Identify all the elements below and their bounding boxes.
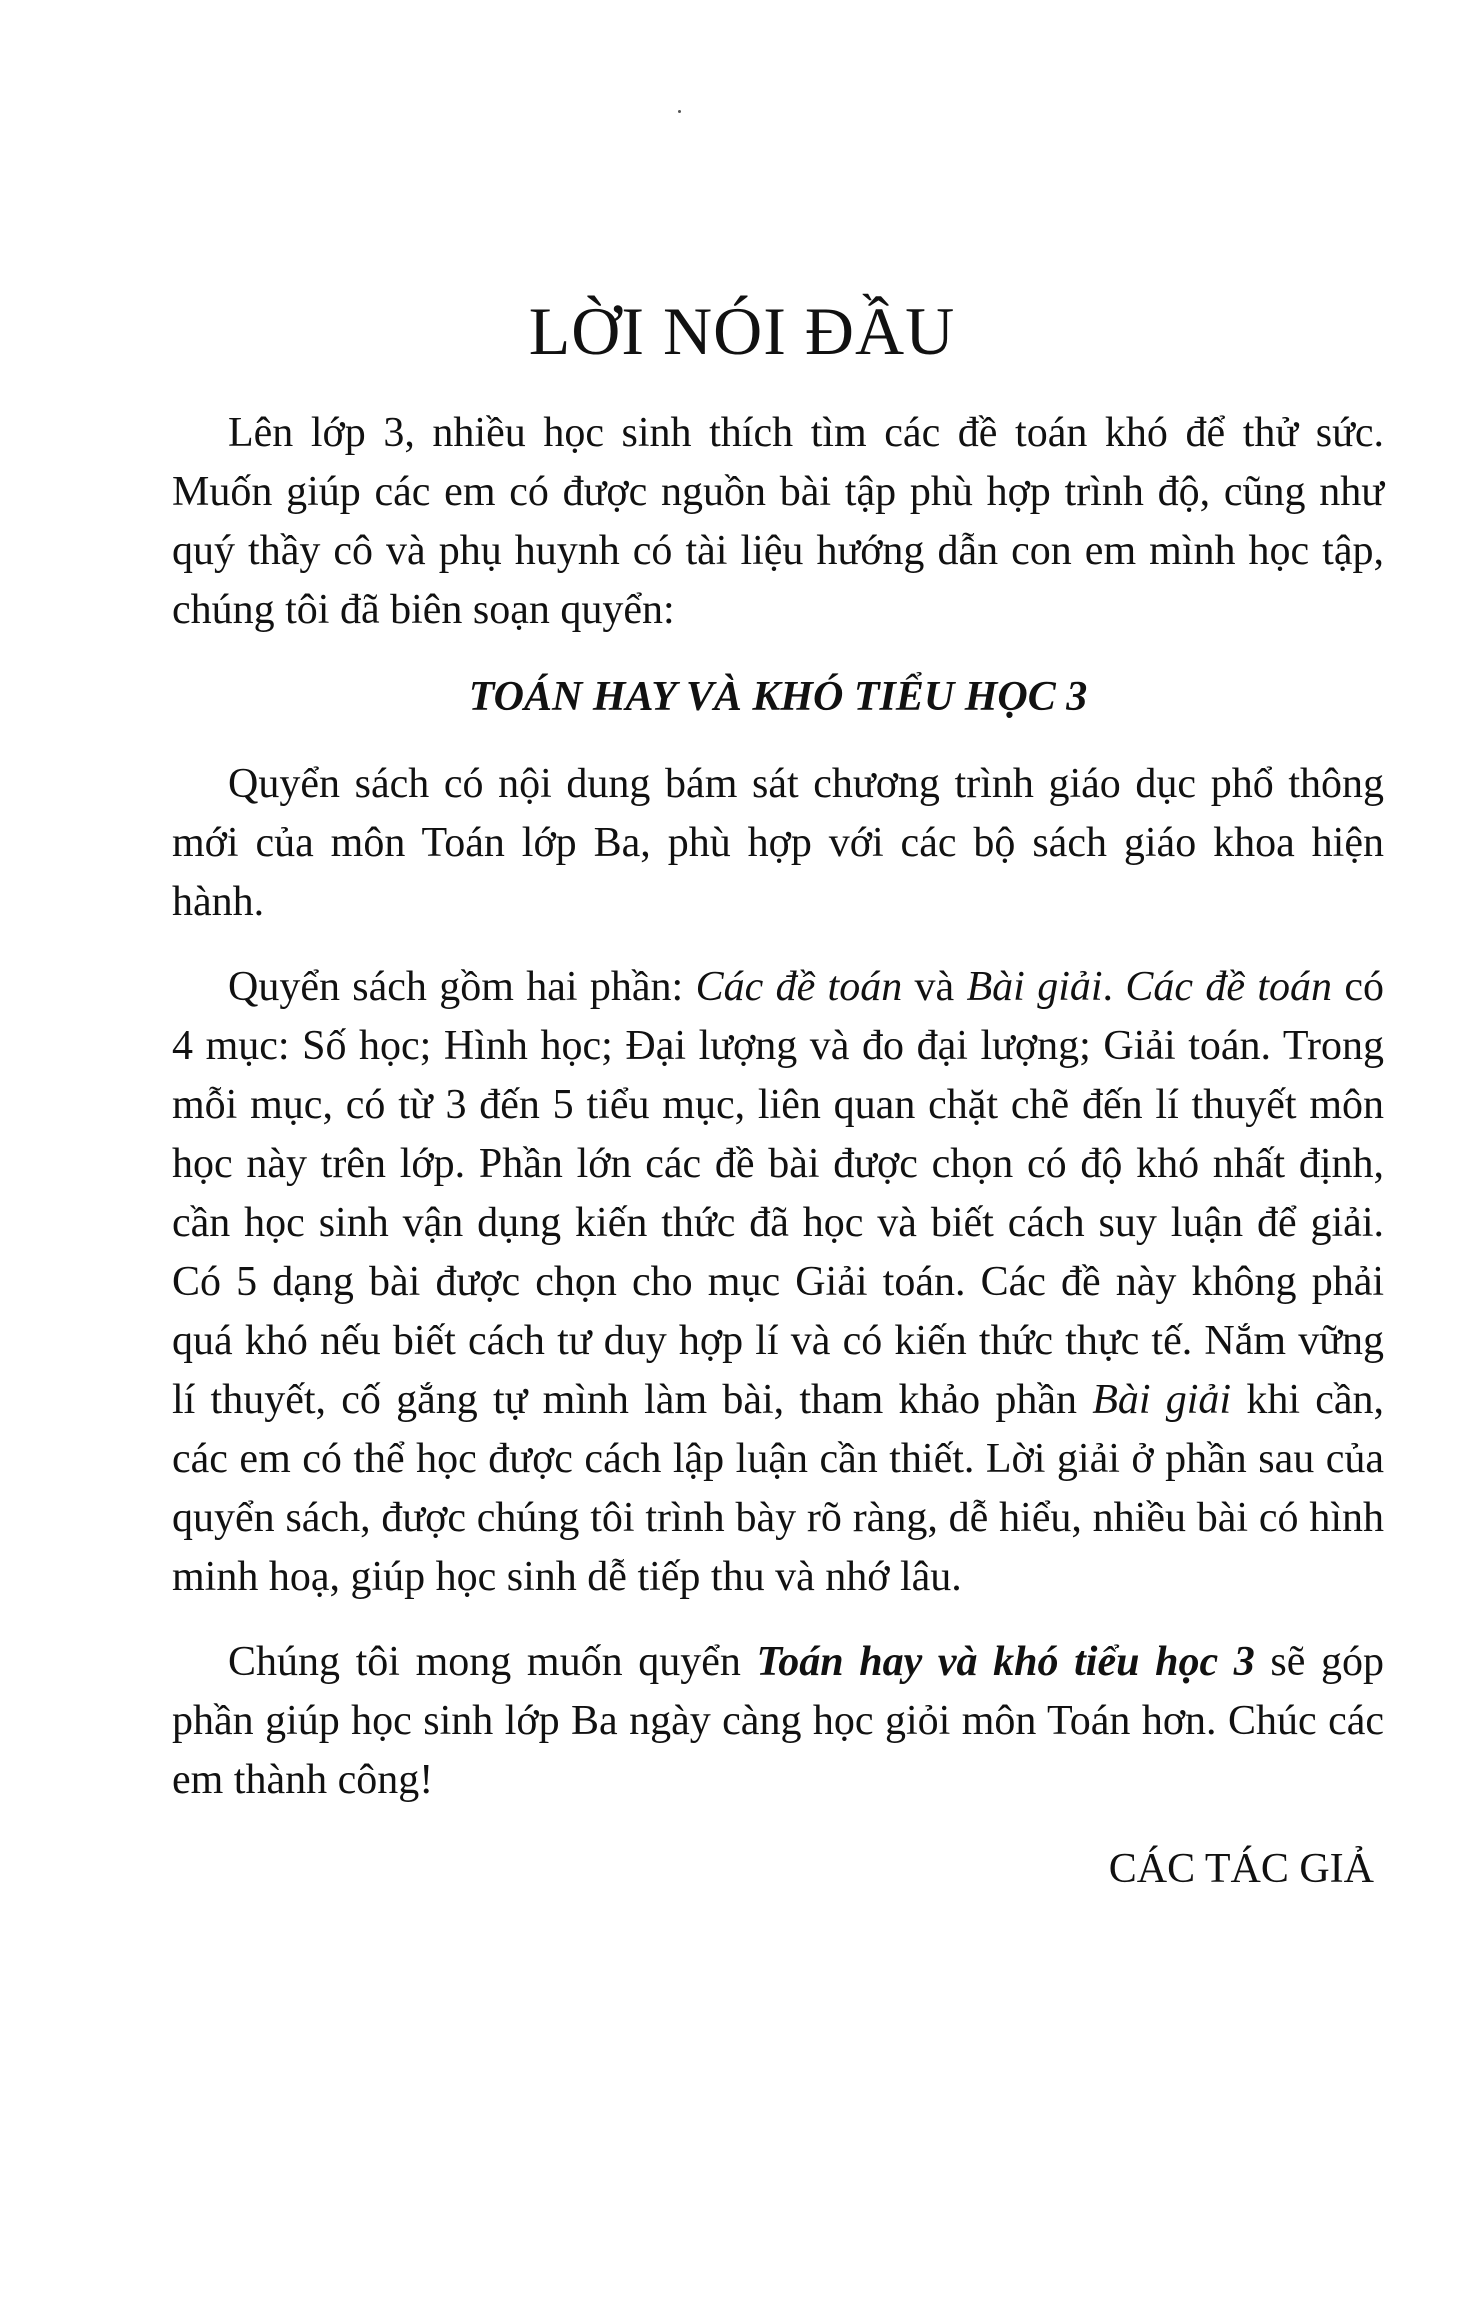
- italic-run: Các đề toán: [1125, 964, 1333, 1010]
- content-paragraph: Quyển sách có nội dung bám sát chương trình giáo dục phổ thông mới của môn Toán lớp Ba, phù hợp với các bộ sách giáo khoa hiện hành.: [172, 761, 1384, 925]
- signature: CÁC TÁC GIẢ: [1108, 1846, 1374, 1892]
- bold-italic-run: Toán hay và khó tiểu học 3: [756, 1639, 1255, 1685]
- italic-run: Bài giải: [1092, 1377, 1232, 1423]
- italic-run: Các đề toán: [695, 964, 903, 1010]
- structure-paragraph: [172, 958, 1384, 1607]
- text-run: có 4 mục: Số học; Hình học; Đại lượng và đo đại lượng; Giải toán. Trong mỗi mục, có từ 3 đến 5 tiểu mục, liên quan chặt chẽ đến lí thuyết môn học này trên lớp. Phần lớn các đề bài được chọn có độ khó nhất định, cần học sinh vận dụng kiến thức đã học và biết cách suy luận để giải. Có 5 dạng bài được chọn cho mục Giải toán. Các đề này không phải quá khó nếu biết cách tư duy hợp lí và có kiến thức thực tế. Nắm vững lí thuyết, cố gắng tự mình làm bài, tham khảo phần: [172, 964, 1384, 1423]
- text-run: Chúng tôi mong muốn quyển: [228, 1639, 757, 1685]
- preface-body: [172, 404, 1384, 1899]
- intro-paragraph: Lên lớp 3, nhiều học sinh thích tìm các đề toán khó để thử sức. Muốn giúp các em có được nguồn bài tập phù hợp trình độ, cũng như quý thầy cô và phụ huynh có tài liệu hướng dẫn con em mình học tập, chúng tôi đã biên soạn quyển:: [172, 410, 1384, 633]
- text-run: sẽ góp phần giúp học sinh lớp Ba ngày càng học giỏi môn Toán hơn. Chúc các em thành công!: [172, 1639, 1384, 1803]
- page-title: LỜI NÓI ĐẦU: [528, 293, 956, 369]
- text-run: khi cần, các em có thể học được cách lập luận cần thiết. Lời giải ở phần sau của quyển sách, được chúng tôi trình bày rõ ràng, dễ hiểu, nhiều bài có hình minh hoạ, giúp học sinh dễ tiếp thu và nhớ lâu.: [172, 1377, 1384, 1600]
- text-run: Quyển sách gồm hai phần:: [228, 964, 696, 1010]
- text-run: .: [1102, 964, 1126, 1010]
- scan-speck: [678, 110, 681, 113]
- closing-paragraph: [172, 1633, 1384, 1810]
- text-run: và: [902, 964, 967, 1010]
- italic-run: Bài giải: [966, 964, 1103, 1010]
- book-title: TOÁN HAY VÀ KHÓ TIỂU HỌC 3: [468, 674, 1088, 720]
